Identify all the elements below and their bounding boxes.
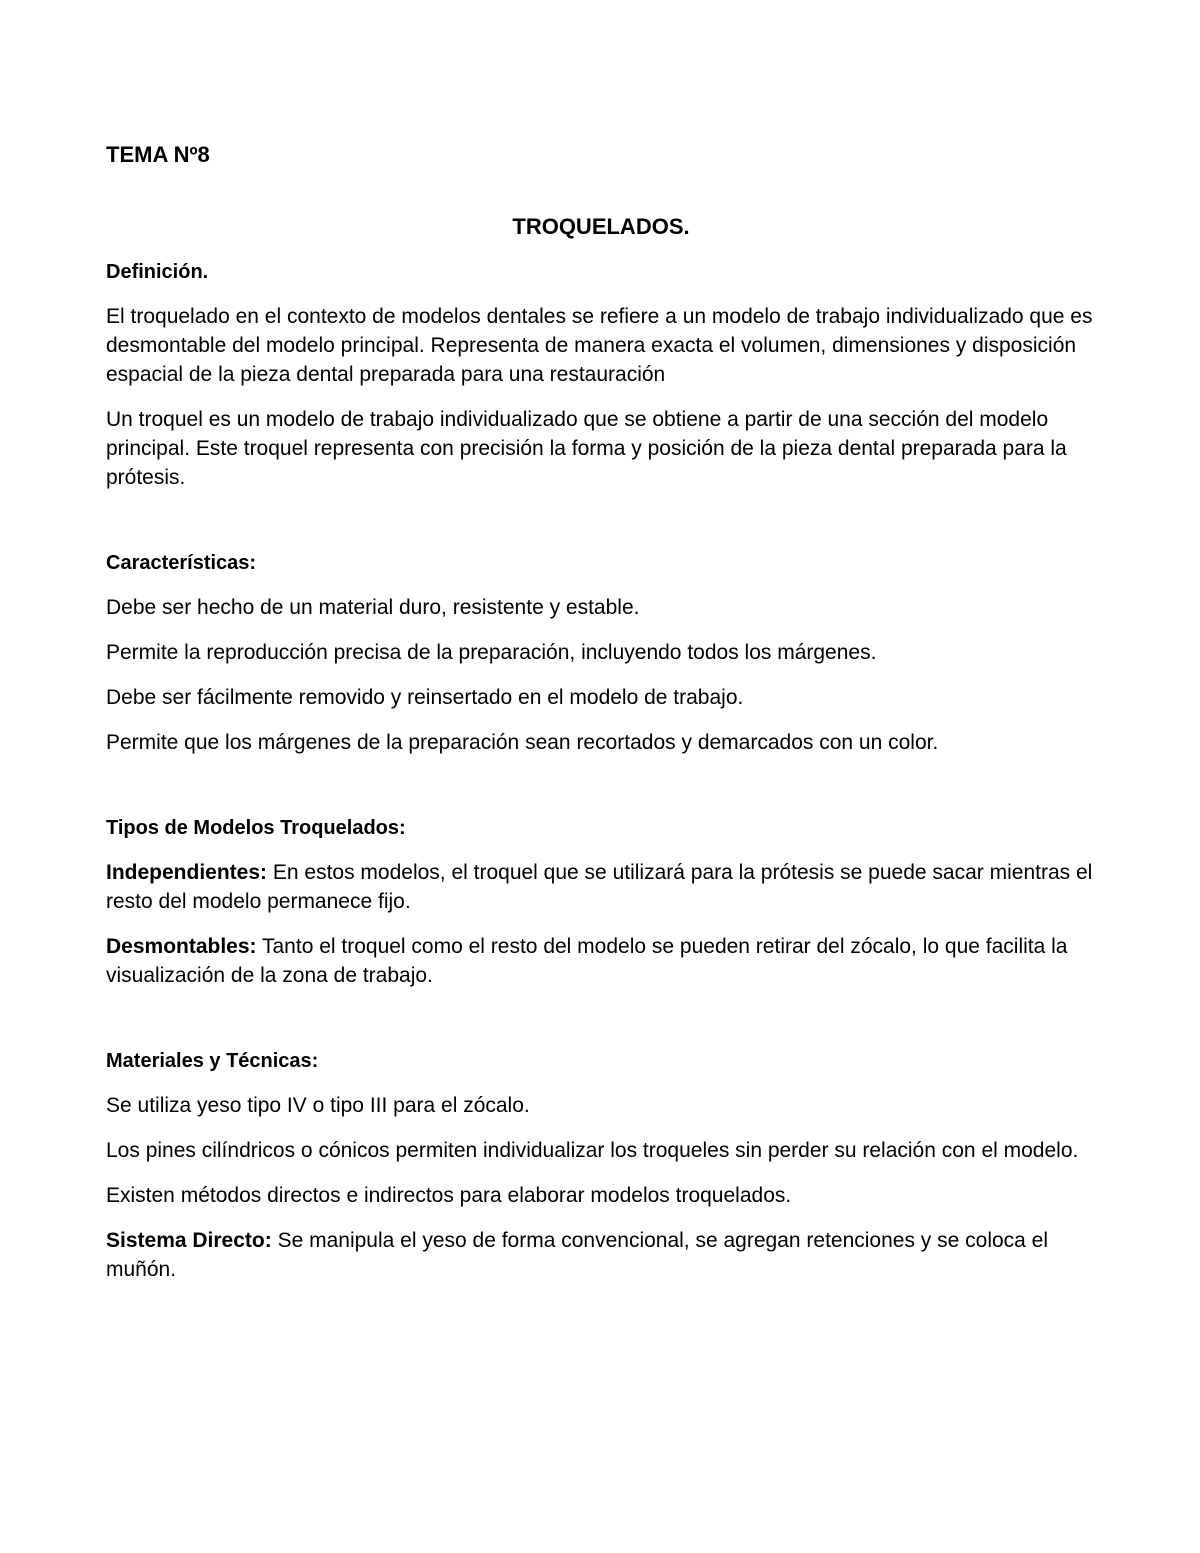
section-heading-tipos: Tipos de Modelos Troquelados: [106,817,406,839]
tipos-desmontables-paragraph [106,932,1106,990]
materiales-paragraph-1: Se utiliza yeso tipo IV o tipo III para el zócalo. [106,1094,530,1117]
tipos-desmontables-text: Tanto el troquel como el resto del modelo se pueden retirar del zócalo, lo que facilita la visualización de la zona de trabajo. [106,935,1068,987]
definicion-paragraph-2: Un troquel es un modelo de trabajo individualizado que se obtiene a partir de una sección del modelo principal. Este troquel representa con precisión la forma y posición de la pieza dental preparada para la prótesis. [106,408,1067,489]
materiales-paragraph-3: Existen métodos directos e indirectos para elaborar modelos troquelados. [106,1184,792,1207]
caracteristicas-item: Permite que los márgenes de la preparación sean recortados y demarcados con un color. [106,731,939,754]
document-subtitle: TROQUELADOS. [512,214,690,239]
materiales-sistema-label: Sistema Directo: [106,1229,272,1252]
tipos-independientes-paragraph [106,858,1106,916]
tipos-desmontables-label: Desmontables: [106,935,257,958]
materiales-sistema-paragraph [106,1226,1106,1284]
materiales-sistema-text: Se manipula el yeso de forma convencional, se agregan retenciones y se coloca el muñón. [106,1229,1049,1281]
caracteristicas-item: Debe ser fácilmente removido y reinsertado en el modelo de trabajo. [106,686,744,709]
tipos-independientes-text: En estos modelos, el troquel que se utilizará para la prótesis se puede sacar mientras el resto del modelo permanece fijo. [106,861,1093,913]
section-heading-definicion: Definición. [106,261,209,283]
tipos-independientes-label: Independientes: [106,861,268,884]
document-title: TEMA Nº8 [106,142,210,167]
section-heading-caracteristicas: Características: [106,552,257,574]
caracteristicas-item: Debe ser hecho de un material duro, resistente y estable. [106,596,640,619]
caracteristicas-item: Permite la reproducción precisa de la preparación, incluyendo todos los márgenes. [106,641,877,664]
definicion-paragraph-1: El troquelado en el contexto de modelos dentales se refiere a un modelo de trabajo individualizado que es desmontable del modelo principal. Representa de manera exacta el volumen, dimensiones y disposición espacial de la pieza dental preparada para una restauración [106,305,1093,386]
section-heading-materiales: Materiales y Técnicas: [106,1050,319,1072]
materiales-paragraph-2: Los pines cilíndricos o cónicos permiten individualizar los troqueles sin perder su relación con el modelo. [106,1139,1079,1162]
document-page [106,140,1106,1284]
